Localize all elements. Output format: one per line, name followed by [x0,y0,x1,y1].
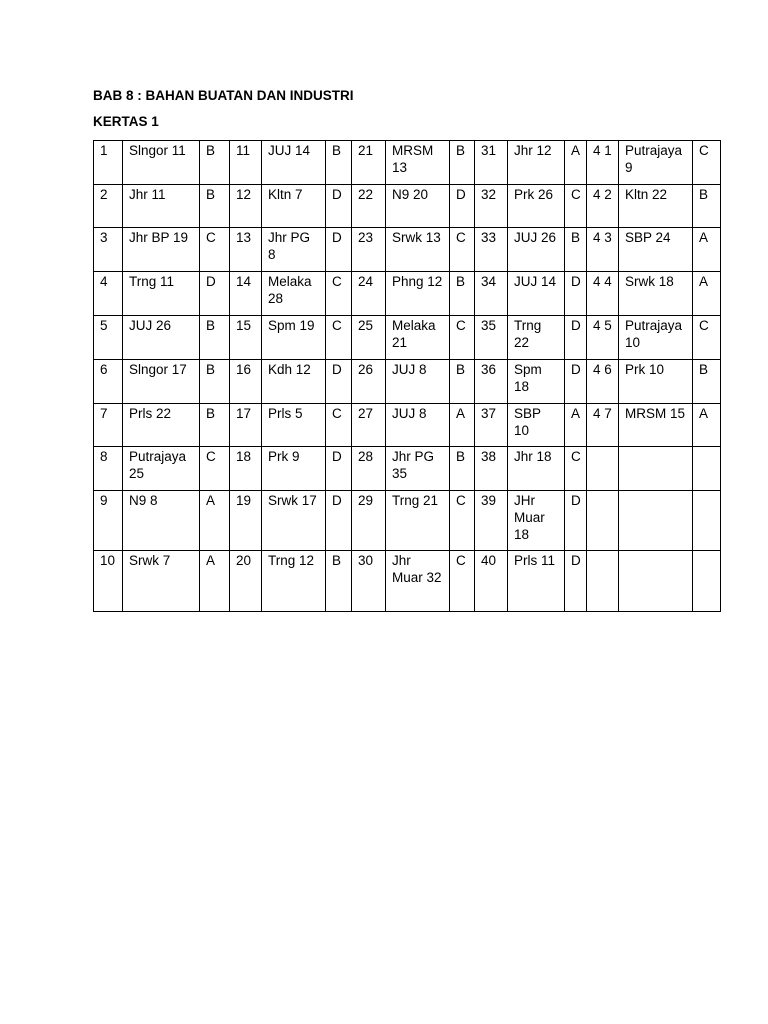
question-number-cell: 8 [94,447,123,491]
answer-cell: D [565,316,587,360]
source-cell: Kltn 22 [619,185,693,228]
source-cell: Melaka 28 [262,272,326,316]
source-cell: Prls 11 [508,551,565,612]
answer-cell: B [450,447,475,491]
source-cell: Prk 26 [508,185,565,228]
source-cell: Srwk 13 [386,228,450,272]
source-cell: Jhr 11 [123,185,200,228]
source-cell: JUJ 8 [386,360,450,404]
answer-cell: A [565,404,587,447]
question-number-cell: 25 [352,316,386,360]
answer-cell: B [326,551,352,612]
question-number-cell: 30 [352,551,386,612]
table-row [94,551,721,612]
answer-cell: C [693,316,721,360]
question-number-cell: 6 [94,360,123,404]
table-row [94,272,721,316]
source-cell: Prls 5 [262,404,326,447]
source-cell: JUJ 14 [508,272,565,316]
answer-cell: D [326,228,352,272]
source-cell: Trng 21 [386,491,450,551]
question-number-cell [587,491,619,551]
answer-cell [693,551,721,612]
answer-cell: B [450,272,475,316]
source-cell: MRSM 13 [386,141,450,185]
answer-cell: A [200,491,230,551]
answer-cell: C [326,272,352,316]
question-number-cell: 4 7 [587,404,619,447]
source-cell: Jhr 18 [508,447,565,491]
question-number-cell: 1 [94,141,123,185]
question-number-cell: 29 [352,491,386,551]
question-number-cell: 28 [352,447,386,491]
answer-cell: C [693,141,721,185]
source-cell: Putrajaya 9 [619,141,693,185]
answer-cell: C [450,551,475,612]
question-number-cell: 32 [475,185,508,228]
source-cell: Trng 12 [262,551,326,612]
answer-cell: D [450,185,475,228]
answer-cell: A [565,141,587,185]
source-cell [619,447,693,491]
question-number-cell [587,447,619,491]
answer-cell: D [565,551,587,612]
source-cell: Jhr Muar 32 [386,551,450,612]
source-cell: Srwk 7 [123,551,200,612]
answer-cell: B [200,360,230,404]
answer-cell: B [450,141,475,185]
source-cell: JUJ 14 [262,141,326,185]
source-cell: Prls 22 [123,404,200,447]
answer-cell: B [200,141,230,185]
source-cell: Kdh 12 [262,360,326,404]
question-number-cell: 4 3 [587,228,619,272]
question-number-cell: 26 [352,360,386,404]
table-row [94,447,721,491]
question-number-cell: 19 [230,491,262,551]
question-number-cell: 15 [230,316,262,360]
answer-cell: B [450,360,475,404]
answer-cell: D [565,360,587,404]
source-cell: Jhr 12 [508,141,565,185]
paper-title: KERTAS 1 [93,114,159,129]
question-number-cell: 2 [94,185,123,228]
source-cell: Trng 11 [123,272,200,316]
question-number-cell: 5 [94,316,123,360]
answer-cell: A [693,272,721,316]
question-number-cell: 7 [94,404,123,447]
answer-cell: C [450,491,475,551]
source-cell: N9 20 [386,185,450,228]
question-number-cell: 4 1 [587,141,619,185]
answer-cell: B [565,228,587,272]
answer-cell [693,491,721,551]
source-cell: JUJ 26 [508,228,565,272]
source-cell: Putrajaya 10 [619,316,693,360]
answer-cell: C [565,447,587,491]
question-number-cell: 4 2 [587,185,619,228]
source-cell: Spm 19 [262,316,326,360]
source-cell: Slngor 11 [123,141,200,185]
answer-cell: D [326,447,352,491]
question-number-cell: 4 5 [587,316,619,360]
answer-cell: C [565,185,587,228]
source-cell: Prk 10 [619,360,693,404]
source-cell [619,551,693,612]
answer-cell: A [450,404,475,447]
answer-cell: A [200,551,230,612]
source-cell: MRSM 15 [619,404,693,447]
answer-cell: C [326,404,352,447]
question-number-cell: 24 [352,272,386,316]
question-number-cell: 34 [475,272,508,316]
table-row [94,404,721,447]
source-cell: Spm 18 [508,360,565,404]
answer-cell: C [326,316,352,360]
source-cell: Melaka 21 [386,316,450,360]
source-cell: Srwk 18 [619,272,693,316]
answer-cell: B [326,141,352,185]
answer-table-body [94,141,721,612]
question-number-cell: 4 6 [587,360,619,404]
answer-cell: B [200,316,230,360]
answer-cell: D [326,185,352,228]
answer-cell: A [693,404,721,447]
answer-cell: A [693,228,721,272]
source-cell: SBP 10 [508,404,565,447]
source-cell: N9 8 [123,491,200,551]
source-cell: Jhr PG 8 [262,228,326,272]
question-number-cell: 12 [230,185,262,228]
question-number-cell: 14 [230,272,262,316]
answer-cell: C [200,447,230,491]
source-cell: Srwk 17 [262,491,326,551]
question-number-cell: 38 [475,447,508,491]
question-number-cell: 33 [475,228,508,272]
source-cell: JUJ 8 [386,404,450,447]
question-number-cell: 39 [475,491,508,551]
table-row [94,360,721,404]
question-number-cell: 35 [475,316,508,360]
source-cell: Trng 22 [508,316,565,360]
source-cell [619,491,693,551]
source-cell: Jhr BP 19 [123,228,200,272]
answer-cell: C [450,316,475,360]
question-number-cell: 37 [475,404,508,447]
question-number-cell: 22 [352,185,386,228]
answer-cell: B [200,404,230,447]
question-number-cell [587,551,619,612]
question-number-cell: 23 [352,228,386,272]
source-cell: Phng 12 [386,272,450,316]
answer-cell: D [200,272,230,316]
question-number-cell: 17 [230,404,262,447]
source-cell: JHr Muar 18 [508,491,565,551]
source-cell: Putrajaya 25 [123,447,200,491]
table-row [94,141,721,185]
answer-cell: C [200,228,230,272]
question-number-cell: 4 [94,272,123,316]
table-row [94,316,721,360]
answer-cell: D [326,360,352,404]
question-number-cell: 21 [352,141,386,185]
answer-table [93,140,721,612]
question-number-cell: 9 [94,491,123,551]
table-row [94,491,721,551]
answer-cell: D [565,272,587,316]
question-number-cell: 11 [230,141,262,185]
question-number-cell: 4 4 [587,272,619,316]
answer-cell: B [693,360,721,404]
question-number-cell: 40 [475,551,508,612]
question-number-cell: 31 [475,141,508,185]
source-cell: Kltn 7 [262,185,326,228]
answer-cell [693,447,721,491]
answer-cell: B [200,185,230,228]
question-number-cell: 16 [230,360,262,404]
source-cell: SBP 24 [619,228,693,272]
answer-cell: B [693,185,721,228]
question-number-cell: 10 [94,551,123,612]
question-number-cell: 36 [475,360,508,404]
question-number-cell: 13 [230,228,262,272]
table-row [94,228,721,272]
source-cell: Slngor 17 [123,360,200,404]
question-number-cell: 3 [94,228,123,272]
answer-cell: D [565,491,587,551]
question-number-cell: 20 [230,551,262,612]
answer-cell: C [450,228,475,272]
answer-cell: D [326,491,352,551]
source-cell: Prk 9 [262,447,326,491]
chapter-title: BAB 8 : BAHAN BUATAN DAN INDUSTRI [93,88,354,103]
question-number-cell: 18 [230,447,262,491]
question-number-cell: 27 [352,404,386,447]
source-cell: Jhr PG 35 [386,447,450,491]
source-cell: JUJ 26 [123,316,200,360]
table-row [94,185,721,228]
